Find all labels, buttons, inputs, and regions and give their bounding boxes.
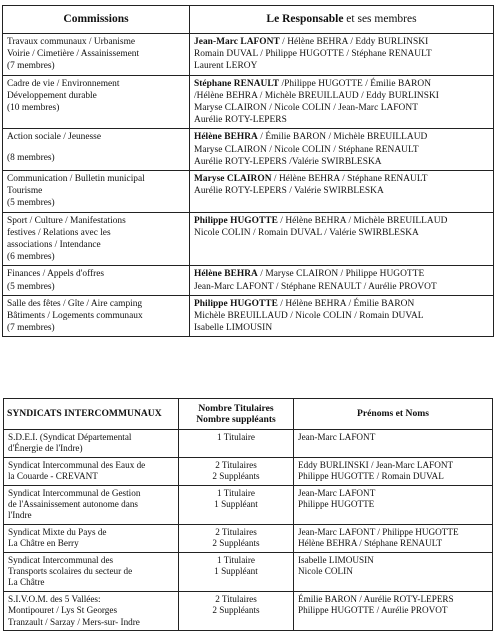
syndicat-name-line: Syndicat Intercommunal des <box>8 554 114 565</box>
syndicat-name-line: l'Indre <box>8 510 32 521</box>
syndicats-header-row <box>4 399 493 430</box>
commission-row <box>3 129 494 171</box>
commission-name-cell <box>3 212 190 266</box>
syndicat-counts-cell <box>179 591 294 630</box>
syndicat-count-line: 2 Titulaires <box>215 459 257 470</box>
commission-name-line: (6 membres) <box>7 252 55 263</box>
commission-name-line: (5 membres) <box>7 281 55 292</box>
syndicat-name-cell <box>4 552 179 591</box>
responsable-name: Maryse CLAIRON <box>194 174 272 185</box>
commission-members-line: Romain DUVAL / Philippe HUGOTTE / Stéphane RENAULT <box>194 49 432 60</box>
syndicat-name-line: de l'Assainissement autonome dans <box>8 499 139 510</box>
commission-members-line <box>194 78 489 90</box>
noms-col-label: Prénoms et Noms <box>357 407 429 419</box>
commission-members-line: Jean-Marc LAFONT / Stéphane RENAULT / Aurélie PROVOT <box>194 281 437 292</box>
syndicat-name-cell <box>4 524 179 552</box>
syndicat-name-cell <box>4 457 179 485</box>
syndicat-count-line: 2 Suppléants <box>212 471 260 482</box>
commission-name-line: Finances / Appels d'offres <box>7 269 105 280</box>
commission-members-line: Michèle BREUILLAUD / Nicole COLIN / Romain DUVAL <box>194 311 424 322</box>
syndicat-name-line: Syndicat Mixte du Pays de <box>8 526 107 537</box>
commission-name-line: Voirie / Cimetière / Assainissement <box>7 49 140 60</box>
syndicat-delegate-line: Philippe HUGOTTE / Aurélie PROVOT <box>298 605 448 616</box>
syndicat-delegate-line: Jean-Marc LAFONT <box>298 432 376 442</box>
syndicat-delegate-line: Philippe HUGOTTE / Romain DUVAL <box>298 471 444 482</box>
commission-name-line: festives / Relations avec les <box>7 227 111 238</box>
commission-name-line: Sport / Culture / Manifestations <box>7 215 126 226</box>
syndicat-row <box>4 552 493 591</box>
commission-name-line: Cadre de vie / Environnement <box>7 78 120 89</box>
member-names: / Émilie BARON / Michèle BREUILLAUD <box>257 132 428 143</box>
syndicat-delegate-line: Jean-Marc LAFONT <box>298 487 376 498</box>
member-names: / Maryse CLAIRON / Philippe HUGOTTE <box>257 269 425 280</box>
syndicat-row <box>4 524 493 552</box>
responsable-name: Stéphane RENAULT <box>194 78 280 89</box>
syndicats-body <box>4 430 493 631</box>
syndicat-names-cell <box>294 552 493 591</box>
nombre-titulaires-label: Nombre Titulaires <box>198 403 274 414</box>
commission-row <box>3 212 494 266</box>
commission-name-line: Travaux communaux / Urbanisme <box>7 37 136 47</box>
commission-members-cell <box>190 295 494 337</box>
commissions-col-header <box>3 6 190 34</box>
commission-members-line: Maryse CLAIRON / Nicole COLIN / Jean-Marc LAFONT <box>194 103 418 114</box>
commission-name-line: Tourisme <box>7 186 43 197</box>
syndicat-name-line: la Couarde - CREVANT <box>8 471 98 482</box>
syndicat-names-cell <box>294 485 493 524</box>
commission-members-line: Aurélie ROTY-LEPERS /Valérie SWIRBLESKA <box>194 156 382 167</box>
member-names: / Hélène BEHRA / Eddy BURLINSKI <box>279 37 429 47</box>
syndicat-names-cell <box>294 591 493 630</box>
syndicat-count-line: 1 Suppléant <box>214 499 258 510</box>
commission-members-line <box>194 268 489 280</box>
commission-name-cell <box>3 171 190 213</box>
commission-name-line: associations / Intendance <box>7 240 101 251</box>
commission-name-line: Développement durable <box>7 90 97 101</box>
syndicat-count-line: 1 Titulaire <box>216 554 256 565</box>
commission-name-line: (10 membres) <box>7 103 60 114</box>
syndicat-name-line: Montipouret / Lys St Georges <box>8 605 118 616</box>
commission-row <box>3 266 494 295</box>
syndicat-count-line: 2 Suppléants <box>212 538 260 549</box>
commission-members-line <box>194 173 489 185</box>
syndicat-name-cell <box>4 430 179 458</box>
commission-name-cell <box>3 266 190 295</box>
commissions-table <box>2 5 494 337</box>
member-names: /Philippe HUGOTTE / Émilie BARON <box>279 78 432 89</box>
syndicat-delegate-line: Jean-Marc LAFONT / Philippe HUGOTTE <box>298 526 459 537</box>
commission-name-line: Bâtiments / Logements communaux <box>7 311 143 322</box>
commission-members-line: Maryse CLAIRON / Nicole COLIN / Stéphane RENAULT <box>194 144 419 155</box>
syndicat-delegate-line: Isabelle LIMOUSIN <box>298 554 374 565</box>
nombre-col-header <box>179 399 294 430</box>
syndicat-row <box>4 485 493 524</box>
commission-members-line: Nicole COLIN / Romain DUVAL / Valérie SWIRBLESKA <box>194 227 419 238</box>
syndicat-name-line: Syndicat Intercommunal des Eaux de <box>8 459 146 470</box>
commissions-col-label: Commissions <box>63 13 129 26</box>
commission-name-cell <box>3 34 190 76</box>
syndicat-count-line: 1 Suppléant <box>214 566 258 577</box>
syndicat-delegate-line: Nicole COLIN <box>298 566 353 577</box>
syndicat-name-line: Transports scolaires du secteur de <box>8 566 133 577</box>
syndicat-name-line: S.I.V.O.M. des 5 Vallées: <box>8 593 101 604</box>
commission-row <box>3 75 494 129</box>
noms-col-header <box>294 399 493 430</box>
commission-name-line: Salle des fêtes / Gîte / Aire camping <box>7 298 143 309</box>
syndicats-table <box>3 398 493 631</box>
commission-members-line <box>194 131 489 143</box>
syndicat-counts-cell <box>179 524 294 552</box>
commission-name-line: (5 membres) <box>7 198 55 209</box>
syndicat-name-line: Tranzault / Sarzay / Mers-sur- Indre <box>8 616 140 627</box>
syndicat-count-line: 1 Titulaire <box>216 487 256 498</box>
syndicat-name-cell <box>4 485 179 524</box>
commission-name-cell <box>3 295 190 337</box>
commission-name-cell <box>3 129 190 171</box>
member-names: / Hélène BEHRA / Michèle BREUILLAUD <box>277 215 448 226</box>
syndicat-counts-cell <box>179 552 294 591</box>
syndicat-names-cell <box>294 430 493 458</box>
syndicat-names-cell <box>294 457 493 485</box>
commission-members-cell <box>190 266 494 295</box>
syndicat-name-line: d'Énergie de l'Indre) <box>8 443 83 454</box>
syndicat-count-line: 2 Titulaires <box>215 526 257 537</box>
syndicat-count-line: 2 Suppléants <box>212 605 260 616</box>
commission-members-line <box>194 215 489 227</box>
syndicat-row <box>4 591 493 630</box>
commission-members-line: Aurélie ROTY-LEPERS / Valérie SWIRBLESKA <box>194 186 384 197</box>
commission-members-cell <box>190 212 494 266</box>
commissions-header-row <box>3 6 494 34</box>
commission-members-line <box>194 298 489 310</box>
syndicat-delegate-line: Eddy BURLINSKI / Jean-Marc LAFONT <box>298 459 454 470</box>
syndicat-name-cell <box>4 591 179 630</box>
syndicat-names-cell <box>294 524 493 552</box>
syndicat-counts-cell <box>179 457 294 485</box>
commission-members-cell <box>190 34 494 76</box>
syndicat-counts-cell <box>179 430 294 458</box>
member-names: / Hélène BEHRA / Émilie BARON <box>277 298 415 309</box>
responsable-name: Hélène BEHRA <box>194 269 258 280</box>
commission-members-line: Laurent LEROY <box>194 61 258 72</box>
commission-name-line: (7 membres) <box>7 61 55 72</box>
commission-members-cell <box>190 75 494 129</box>
syndicat-row <box>4 457 493 485</box>
commission-row <box>3 171 494 213</box>
commissions-body <box>3 34 494 337</box>
nombre-suppleants-label: Nombre suppléants <box>196 414 276 425</box>
syndicat-delegate-line: Hélène BEHRA / Stéphane RENAULT <box>298 538 443 549</box>
responsable-name: Jean-Marc LAFONT <box>194 37 280 47</box>
syndicat-name-line: Syndicat Intercommunal de Gestion <box>8 487 141 498</box>
commission-name-line: Communication / Bulletin municipal <box>7 174 145 185</box>
commission-members-line: Aurélie ROTY-LEPERS <box>194 115 287 126</box>
responsable-name: Philippe HUGOTTE <box>194 215 278 226</box>
commission-name-line: (7 membres) <box>7 323 55 334</box>
commission-members-cell <box>190 129 494 171</box>
commission-row <box>3 34 494 76</box>
responsable-label: Le Responsable <box>266 13 344 26</box>
commission-members-line: Isabelle LIMOUSIN <box>194 323 273 334</box>
commission-members-line: /Hélène BEHRA / Michèle BREUILLAUD / Eddy BURLINSKI <box>194 90 439 101</box>
commission-name-cell <box>3 75 190 129</box>
commission-members-line <box>194 36 489 48</box>
commission-members-cell <box>190 171 494 213</box>
syndicat-delegate-line: Philippe HUGOTTE <box>298 499 375 510</box>
syndicat-name-line: S.D.E.I. (Syndicat Départemental <box>8 432 132 442</box>
responsable-name: Philippe HUGOTTE <box>194 298 278 309</box>
syndicat-count-line: 2 Titulaires <box>215 593 257 604</box>
responsable-col-header <box>190 6 494 34</box>
syndicats-col-label: SYNDICATS INTERCOMMUNAUX <box>7 407 162 419</box>
commission-name-line: Action sociale / Jeunesse <box>7 132 101 143</box>
responsable-name: Hélène BEHRA <box>194 132 258 143</box>
syndicat-row <box>4 430 493 458</box>
syndicat-delegate-line: Émilie BARON / Aurélie ROTY-LEPERS <box>298 593 454 604</box>
spacer <box>7 144 185 152</box>
syndicat-name-line: La Châtre en Berry <box>8 538 79 549</box>
syndicat-counts-cell <box>179 485 294 524</box>
syndicats-col-header <box>4 399 179 430</box>
member-names: / Hélène BEHRA / Stéphane RENAULT <box>271 174 428 185</box>
membres-label: et ses membres <box>343 13 417 26</box>
commission-row <box>3 295 494 337</box>
commission-name-line: (8 membres) <box>7 152 55 163</box>
syndicat-name-line: La Châtre <box>8 577 45 588</box>
syndicat-count-line: 1 Titulaire <box>216 432 256 442</box>
